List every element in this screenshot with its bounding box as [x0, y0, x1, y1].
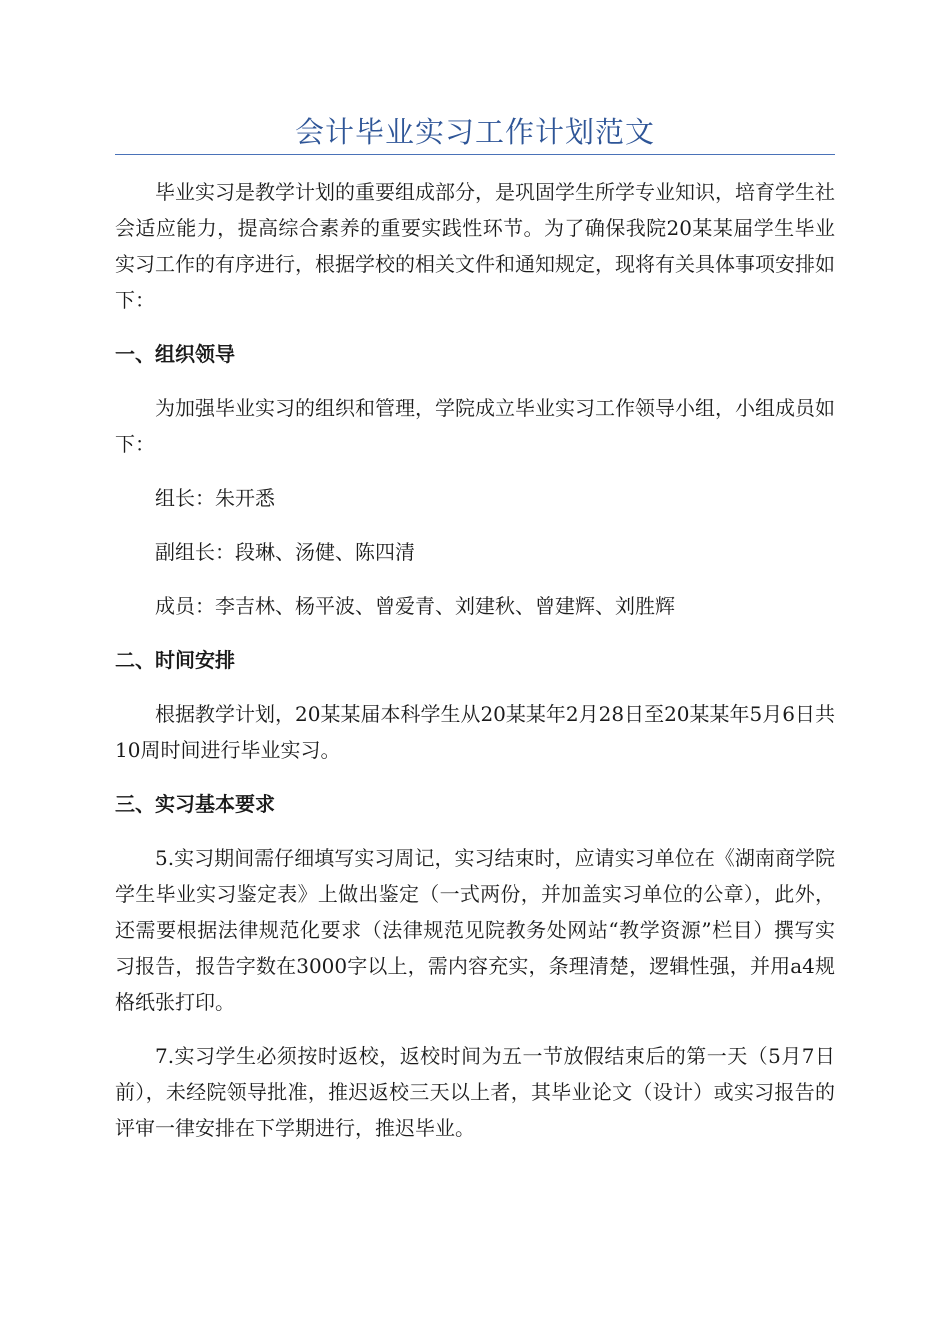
organization-paragraph: 为加强毕业实习的组织和管理，学院成立毕业实习工作领导小组，小组成员如下：: [115, 396, 835, 456]
document-title: 会计毕业实习工作计划范文: [294, 115, 655, 149]
requirement-item-5: 5.实习期间需仔细填写实习周记，实习结束时，应请实习单位在《湖南商学院学生毕业实习鉴定表》上做出鉴定（一式两份，并加盖实习单位的公章），此外，还需要根据法律规范化要求（法律规范见院教务处网站“教学资源”栏目）撰写实习报告，报告字数在3000字以上，需内容充实，条理清楚，逻辑性强，并用a4规格纸张打印。: [115, 846, 835, 1014]
title-underline: [115, 154, 835, 155]
schedule-paragraph: 根据教学计划，20某某届本科学生从20某某年2月28日至20某某年5月6日共10周时间进行毕业实习。: [115, 702, 835, 762]
section-heading-organization: 一、组织领导: [115, 342, 235, 366]
section-heading-requirements: 三、实习基本要求: [115, 792, 275, 816]
members-line: 成员：李吉林、杨平波、曾爱青、刘建秋、曾建辉、刘胜辉: [155, 594, 675, 618]
section-heading-schedule: 二、时间安排: [115, 648, 235, 672]
document-body: [115, 174, 835, 1146]
requirement-item-7: 7.实习学生必须按时返校，返校时间为五一节放假结束后的第一天（5月7日前），未经院领导批准，推迟返校三天以上者，其毕业论文（设计）或实习报告的评审一律安排在下学期进行，推迟毕业。: [115, 1044, 835, 1140]
group-leader-line: 组长：朱开悉: [155, 486, 275, 510]
deputy-leader-line: 副组长：段琳、汤健、陈四清: [155, 540, 415, 564]
intro-paragraph: 毕业实习是教学计划的重要组成部分，是巩固学生所学专业知识，培育学生社会适应能力，提高综合素养的重要实践性环节。为了确保我院20某某届学生毕业实习工作的有序进行，根据学校的相关文件和通知规定，现将有关具体事项安排如下：: [115, 180, 835, 312]
